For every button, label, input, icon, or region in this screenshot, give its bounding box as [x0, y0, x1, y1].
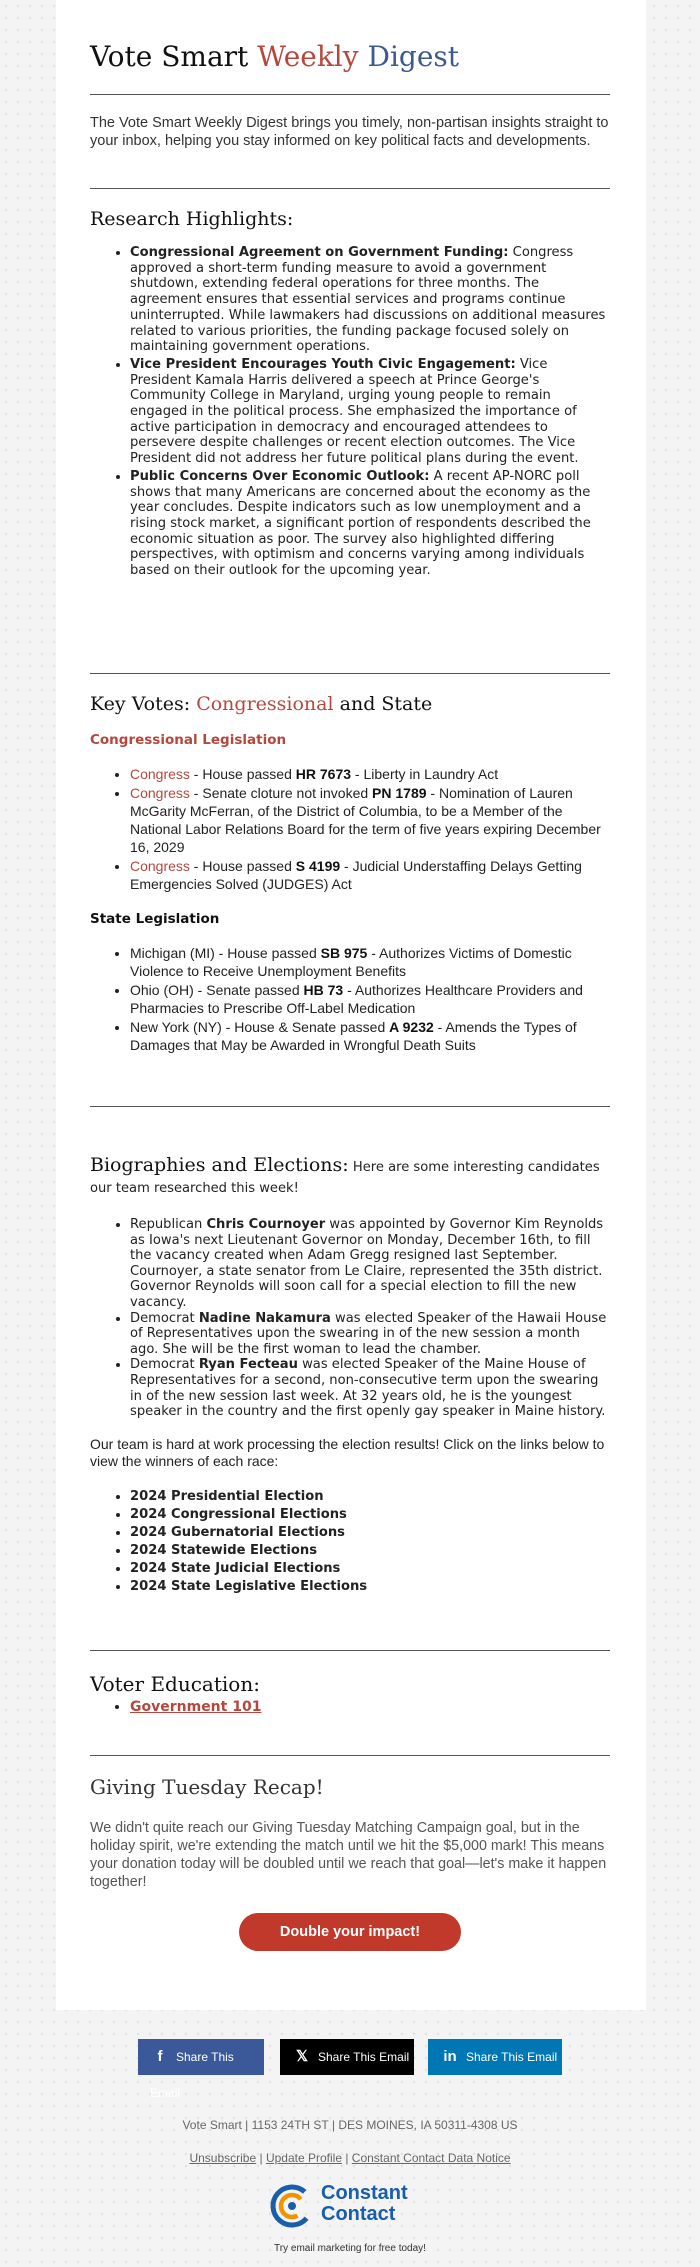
bio-text: Republican [130, 1217, 207, 1232]
heading-part: Key Votes: [90, 693, 191, 715]
bio-text: Democrat [130, 1310, 199, 1326]
item-title: Vice President Encourages Youth Civic Engagement: [130, 356, 516, 372]
item-title: Public Concerns Over Economic Outlook: [130, 468, 430, 484]
vote-text: - Liberty in Laundry Act [351, 766, 499, 782]
giving-heading: Giving Tuesday Recap! [90, 1775, 324, 1799]
vote-text: - Authorizes Victims of Domestic Violence to Receive Unemployment Benefits [130, 945, 572, 979]
state-subheading: State Legislation [90, 911, 220, 927]
bio-text: was elected Speaker of the Hawaii House of Representatives upon the swearing in of the new session a month ago. She will be the first woman to lead the chamber. [130, 1310, 607, 1357]
vote-text: New York (NY) - House & Senate passed [130, 1019, 390, 1035]
vote-text: - Amends the Types of Damages that May be Awarded in Wrongful Death Suits [130, 1019, 577, 1053]
digest-title [90, 40, 610, 73]
share-label: Share This Email [318, 2050, 410, 2064]
government-101-link[interactable]: Government 101 [130, 1699, 262, 1715]
divider [90, 94, 610, 95]
bill-link[interactable]: SB 975 [320, 945, 368, 961]
bill-link[interactable]: HR 7673 [295, 766, 352, 782]
list-item [130, 1217, 610, 1311]
title-digest: Digest [367, 40, 460, 73]
bios-heading-tail: Here are some interesting candidates our team researched this week! [90, 1160, 600, 1196]
footer-address: Vote Smart | 1153 24TH ST | DES MOINES, IA 50311-4308 US [182, 2118, 518, 2132]
bill-link[interactable]: PN 1789 [372, 785, 427, 801]
data-notice-link[interactable]: Constant Contact Data Notice [351, 2151, 511, 2165]
linkedin-share-button[interactable] [428, 2039, 562, 2075]
bio-text: was appointed by Governor Kim Reynolds as Iowa's next Lieutenant Governor on Monday, December 16th, to fill the vacancy created when Adam Gregg resigned last September. Cournoyer, a state senator from Le Claire, represented the 35th district. Governor Reynolds will soon call for a special election to fill the new vacancy. [130, 1217, 604, 1310]
list-item [130, 357, 610, 467]
bio-name: Nadine Nakamura [198, 1310, 331, 1326]
update-profile-link[interactable]: Update Profile [265, 2151, 342, 2165]
logo-line: Constant [321, 2182, 408, 2204]
giving-section [90, 1775, 610, 1891]
key-votes-section [90, 693, 610, 1055]
item-text: Congress approved a short-term funding measure to avoid a government shutdown, extending federal operations for three months. The agreement ensures that essential services and programs continue uninterrupted. While lawmakers had discussions on additional measures related to various priorities, the funding package focused solely on maintaining government operations. [130, 245, 606, 355]
bios-heading-text: Biographies and Elections: [90, 1154, 349, 1176]
double-impact-button[interactable]: Double your impact! [239, 1913, 461, 1951]
list-item [130, 857, 610, 893]
item-title: Congressional Agreement on Government Funding: [130, 245, 509, 260]
divider [90, 1755, 610, 1756]
vote-text: - Nomination of Lauren McGarity McFerran, of the District of Columbia, to be a Member of the National Labor Relations Board for the term of five years expiring December 16, 2029 [130, 785, 601, 855]
list-item [130, 981, 610, 1017]
education-section [90, 1672, 610, 1716]
heading-part: and State [339, 693, 433, 715]
list-item [130, 1357, 610, 1419]
unsubscribe-link[interactable]: Unsubscribe [189, 2151, 257, 2165]
footer-links [0, 2151, 700, 2165]
state-list [90, 944, 610, 1054]
bio-text: Democrat [130, 1357, 199, 1373]
winner-link[interactable]: • 2024 Statewide Elections [130, 1542, 610, 1560]
research-section [90, 208, 610, 581]
logo-line: Contact [321, 2203, 396, 2225]
constant-contact-logo-icon [269, 2183, 315, 2229]
vote-text: - House passed [189, 858, 296, 874]
vote-text: - Senate cloture not invoked [189, 785, 373, 801]
facebook-share-button[interactable] [138, 2039, 264, 2100]
logo-text [321, 2183, 408, 2225]
vote-text: Ohio (OH) - Senate passed [130, 982, 304, 998]
share-label: Share This Email [150, 2050, 234, 2100]
list-item [130, 1311, 610, 1358]
education-list [90, 1698, 610, 1716]
list-item [130, 1018, 610, 1054]
body-label: Congress [130, 858, 190, 874]
separator: | [342, 2151, 352, 2165]
research-list [90, 245, 610, 579]
facebook-icon: f [157, 2048, 163, 2065]
email-card [56, 0, 646, 2010]
key-votes-heading [90, 693, 610, 715]
heading-part: Congressional [196, 693, 334, 715]
bill-link[interactable]: HB 73 [303, 982, 344, 998]
item-text: Vice President Kamala Harris delivered a speech at Prince George's Community College in Maryland, urging young people to remain engaged in the political process. She emphasized the importance of active participation in democracy and encouraged attendees to persevere despite challenges or recent election outcomes. The Vice President did not address her future political plans during the event. [130, 356, 579, 467]
x-icon: 𝕏 [295, 2048, 309, 2065]
intro-text: The Vote Smart Weekly Digest brings you timely, non-partisan insights straight to your inbox, helping you stay informed on key political facts and developments. [90, 115, 609, 149]
vote-text: Michigan (MI) - House passed [130, 945, 321, 961]
list-item [130, 469, 610, 579]
winner-link[interactable]: • 2024 Presidential Election [130, 1488, 610, 1506]
vote-text: - Judicial Understaffing Delays Getting Emergencies Solved (JUDGES) Act [130, 858, 582, 892]
x-share-button[interactable] [280, 2039, 414, 2075]
congress-subheading: Congressional Legislation [90, 732, 287, 748]
winner-link[interactable]: • 2024 State Judicial Elections [130, 1560, 610, 1578]
results-text: Our team is hard at work processing the election results! Click on the links below to view the winners of each race: [90, 1435, 605, 1470]
bio-name: Ryan Fecteau [198, 1357, 298, 1373]
divider [90, 1106, 610, 1107]
bio-text: was elected Speaker of the Maine House of Representatives for a second, non-consecutive term upon the swearing in of the new session last week. At 32 years old, he is the youngest speaker in the country and the first openly gay speaker in Maine history. [130, 1357, 606, 1420]
bios-list [90, 1217, 610, 1420]
constant-contact-logo[interactable] [269, 2183, 469, 2229]
education-heading: Voter Education: [90, 1672, 260, 1696]
vote-text: - Authorizes Healthcare Providers and Pharmacies to Prescribe Off-Label Medication [130, 982, 583, 1016]
list-item [130, 784, 610, 856]
separator: | [256, 2151, 266, 2165]
bill-link[interactable]: A 9232 [389, 1019, 434, 1035]
vote-text: - House passed [189, 766, 296, 782]
list-item [130, 765, 610, 783]
winner-link[interactable]: • 2024 State Legislative Elections [130, 1578, 610, 1596]
winner-link[interactable]: • 2024 Congressional Elections [130, 1506, 610, 1524]
bio-name: Chris Cournoyer [206, 1217, 326, 1232]
bios-heading [90, 1155, 610, 1199]
biographies-section [90, 1155, 610, 1596]
congress-list [90, 765, 610, 893]
divider [90, 1650, 610, 1651]
bill-link[interactable]: S 4199 [295, 858, 341, 874]
title-brand: Vote Smart [90, 40, 249, 73]
body-label: Congress [130, 766, 190, 782]
footer-tagline[interactable]: Try email marketing for free today! [274, 2243, 426, 2254]
list-item [130, 944, 610, 980]
divider [90, 673, 610, 674]
linkedin-icon: in [443, 2048, 457, 2065]
share-label: Share This Email [466, 2050, 558, 2064]
body-label: Congress [130, 785, 190, 801]
giving-text: We didn't quite reach our Giving Tuesday Matching Campaign goal, but in the holiday spirit, we're extending the match until we hit the $5,000 mark! This means your donation today will be doubled until we reach that goal—let's make it happen together! [90, 1820, 607, 1890]
research-heading: Research Highlights: [90, 208, 294, 230]
item-text: A recent AP-NORC poll shows that many Americans are concerned about the economy as the year concludes. Despite indicators such as low unemployment and a rising stock market, a significant portion of respondents described the economic situation as poor. The survey also highlighted differing perspectives, with optimism and concerns varying among individuals based on their outlook for the upcoming year. [130, 468, 591, 579]
winner-link[interactable]: • 2024 Gubernatorial Elections [130, 1524, 610, 1542]
list-item [130, 245, 610, 355]
title-weekly: Weekly [257, 40, 359, 73]
winners-list [90, 1488, 610, 1596]
divider [90, 188, 610, 189]
